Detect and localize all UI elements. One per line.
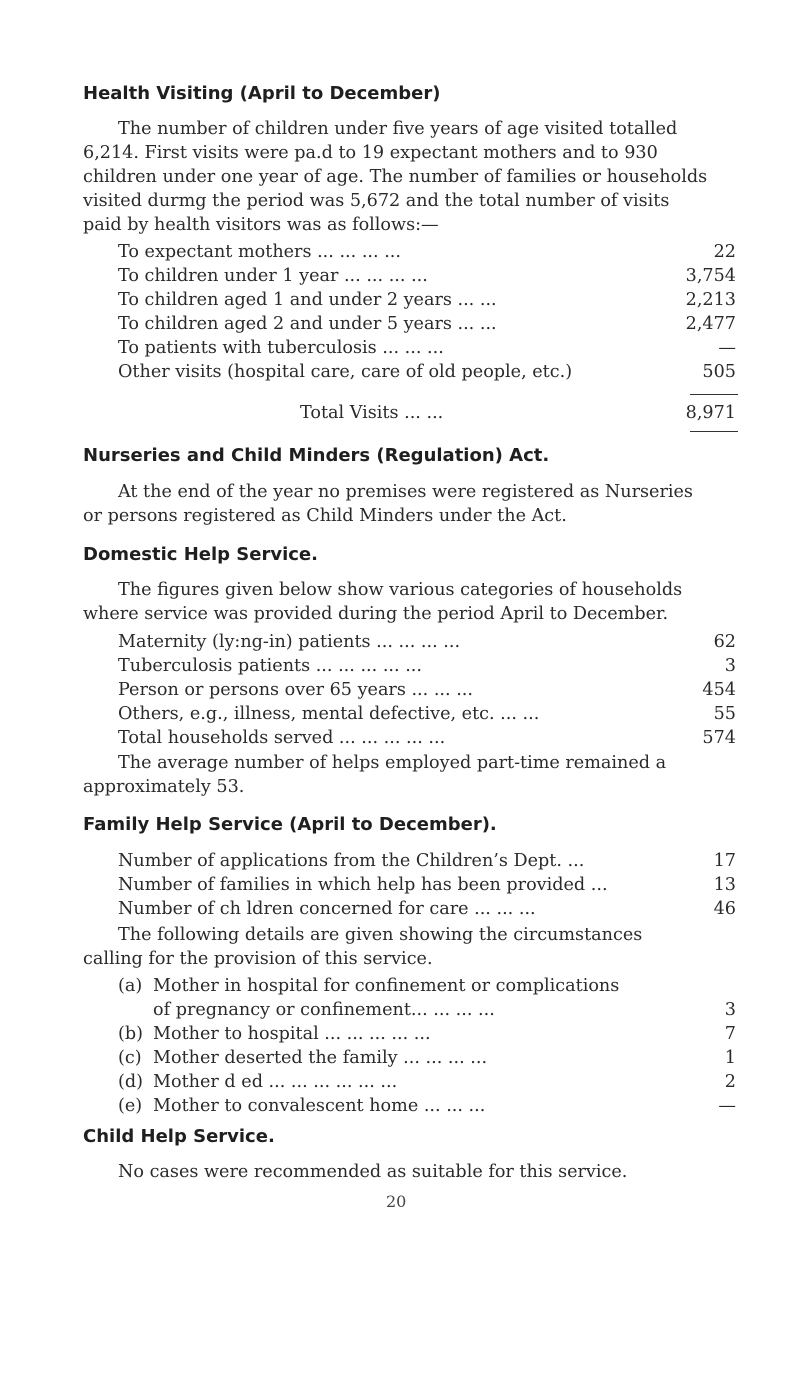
household-label: Tuberculosis patients ... ... ... ... ... bbox=[118, 656, 422, 676]
family-help-label: Number of ch ldren concerned for care ... ... ... bbox=[118, 899, 536, 919]
household-row bbox=[118, 702, 736, 726]
circumstance-letter: (e) bbox=[118, 1096, 143, 1116]
nurseries-line: or persons registered as Child Minders under the Act. bbox=[83, 506, 567, 526]
intro-line: visited durmg the period was 5,672 and the total number of visits bbox=[83, 191, 670, 211]
household-label: Total households served ... ... ... ... ... bbox=[118, 728, 446, 748]
family-help-heading: Family Help Service (April to December). bbox=[83, 814, 497, 835]
nurseries-heading: Nurseries and Child Minders (Regulation) Act. bbox=[83, 445, 550, 466]
circumstance-value: 2 bbox=[724, 1072, 736, 1092]
family-help-value: 46 bbox=[713, 899, 736, 919]
family-help-row bbox=[118, 849, 736, 873]
domestic-intro-line: The figures given below show various categories of households bbox=[118, 580, 683, 600]
household-value: 574 bbox=[702, 728, 736, 748]
visit-label: To expectant mothers ... ... ... ... bbox=[118, 242, 401, 262]
visit-label: To patients with tuberculosis ... ... ... bbox=[118, 338, 444, 358]
nurseries-line: At the end of the year no premises were registered as Nurseries bbox=[118, 482, 693, 502]
visit-label: To children aged 1 and under 2 years ... ... bbox=[118, 290, 497, 310]
family-help-row bbox=[118, 897, 736, 921]
circumstance-letter: (d) bbox=[118, 1072, 143, 1092]
visit-row bbox=[118, 288, 736, 312]
circumstance-row bbox=[153, 998, 736, 1022]
circumstance-letter: (c) bbox=[118, 1048, 142, 1068]
visit-row bbox=[118, 336, 736, 360]
household-label: Others, e.g., illness, mental defective, etc. ... ... bbox=[118, 704, 540, 724]
domestic-intro-line: where service was provided during the period April to December. bbox=[83, 604, 669, 624]
circumstance-value: 7 bbox=[724, 1024, 736, 1044]
circumstance-value: — bbox=[718, 1096, 736, 1116]
intro-line: paid by health visitors was as follows:— bbox=[83, 215, 439, 235]
circumstance-row bbox=[153, 1070, 736, 1094]
circumstance-value: 3 bbox=[724, 1000, 736, 1020]
domestic-closing-line: The average number of helps employed part-time remained a bbox=[118, 753, 667, 773]
household-row bbox=[118, 726, 736, 750]
circumstance-label-continued: of pregnancy or confinement... ... ... ... bbox=[153, 1000, 495, 1020]
household-value: 454 bbox=[702, 680, 736, 700]
visit-value: — bbox=[718, 338, 736, 358]
visit-value: 2,477 bbox=[685, 314, 736, 334]
circumstance-label: Mother deserted the family ... ... ... ... bbox=[153, 1048, 488, 1068]
details-line: The following details are given showing the circumstances bbox=[118, 925, 643, 945]
visit-row bbox=[118, 264, 736, 288]
domestic-help-heading: Domestic Help Service. bbox=[83, 544, 318, 565]
household-value: 3 bbox=[724, 656, 736, 676]
circumstance-label: Mother to hospital ... ... ... ... ... bbox=[153, 1024, 431, 1044]
circumstance-label: Mother in hospital for confinement or complications bbox=[153, 976, 620, 996]
family-help-label: Number of applications from the Children’s Dept. ... bbox=[118, 851, 585, 871]
circumstance-row bbox=[153, 1046, 736, 1070]
household-value: 62 bbox=[713, 632, 736, 652]
household-value: 55 bbox=[713, 704, 736, 724]
family-help-value: 17 bbox=[713, 851, 736, 871]
page-number: 20 bbox=[386, 1192, 407, 1211]
circumstance-row bbox=[153, 1094, 736, 1118]
circumstance-letter: (b) bbox=[118, 1024, 143, 1044]
total-rule-bottom bbox=[690, 431, 738, 432]
intro-line: children under one year of age. The number of families or households bbox=[83, 167, 708, 187]
circumstance-label: Mother to convalescent home ... ... ... bbox=[153, 1096, 486, 1116]
circumstance-label: Mother d ed ... ... ... ... ... ... bbox=[153, 1072, 398, 1092]
family-help-row bbox=[118, 873, 736, 897]
circumstance-letter: (a) bbox=[118, 976, 143, 996]
total-visits-label: Total Visits ... ... bbox=[300, 403, 444, 423]
visit-value: 22 bbox=[713, 242, 736, 262]
household-row bbox=[118, 678, 736, 702]
circumstance-row bbox=[153, 1022, 736, 1046]
circumstance-value: 1 bbox=[724, 1048, 736, 1068]
visit-value: 3,754 bbox=[685, 266, 736, 286]
household-row bbox=[118, 654, 736, 678]
visit-value: 2,213 bbox=[685, 290, 736, 310]
family-help-value: 13 bbox=[713, 875, 736, 895]
visit-row bbox=[118, 360, 736, 384]
visit-row bbox=[118, 312, 736, 336]
health-visiting-heading: Health Visiting (April to December) bbox=[83, 83, 441, 104]
child-help-line: No cases were recommended as suitable for this service. bbox=[118, 1162, 628, 1182]
total-visits-value: 8,971 bbox=[685, 403, 736, 423]
details-line: calling for the provision of this service. bbox=[83, 949, 433, 969]
visit-label: Other visits (hospital care, care of old people, etc.) bbox=[118, 362, 573, 382]
domestic-closing-line: approximately 53. bbox=[83, 777, 245, 797]
household-label: Person or persons over 65 years ... ... ... bbox=[118, 680, 473, 700]
visit-value: 505 bbox=[702, 362, 736, 382]
total-rule-top bbox=[690, 394, 738, 395]
visit-row bbox=[118, 240, 736, 264]
household-label: Maternity (ly:ng-in) patients ... ... ... ... bbox=[118, 632, 461, 652]
family-help-label: Number of families in which help has been provided ... bbox=[118, 875, 608, 895]
intro-line: 6,214. First visits were pa.d to 19 expectant mothers and to 930 bbox=[83, 143, 658, 163]
total-visits-row bbox=[300, 401, 736, 425]
visit-label: To children aged 2 and under 5 years ... ... bbox=[118, 314, 497, 334]
household-row bbox=[118, 630, 736, 654]
visit-label: To children under 1 year ... ... ... ... bbox=[118, 266, 428, 286]
intro-line: The number of children under five years of age visited totalled bbox=[118, 119, 678, 139]
child-help-heading: Child Help Service. bbox=[83, 1126, 275, 1147]
